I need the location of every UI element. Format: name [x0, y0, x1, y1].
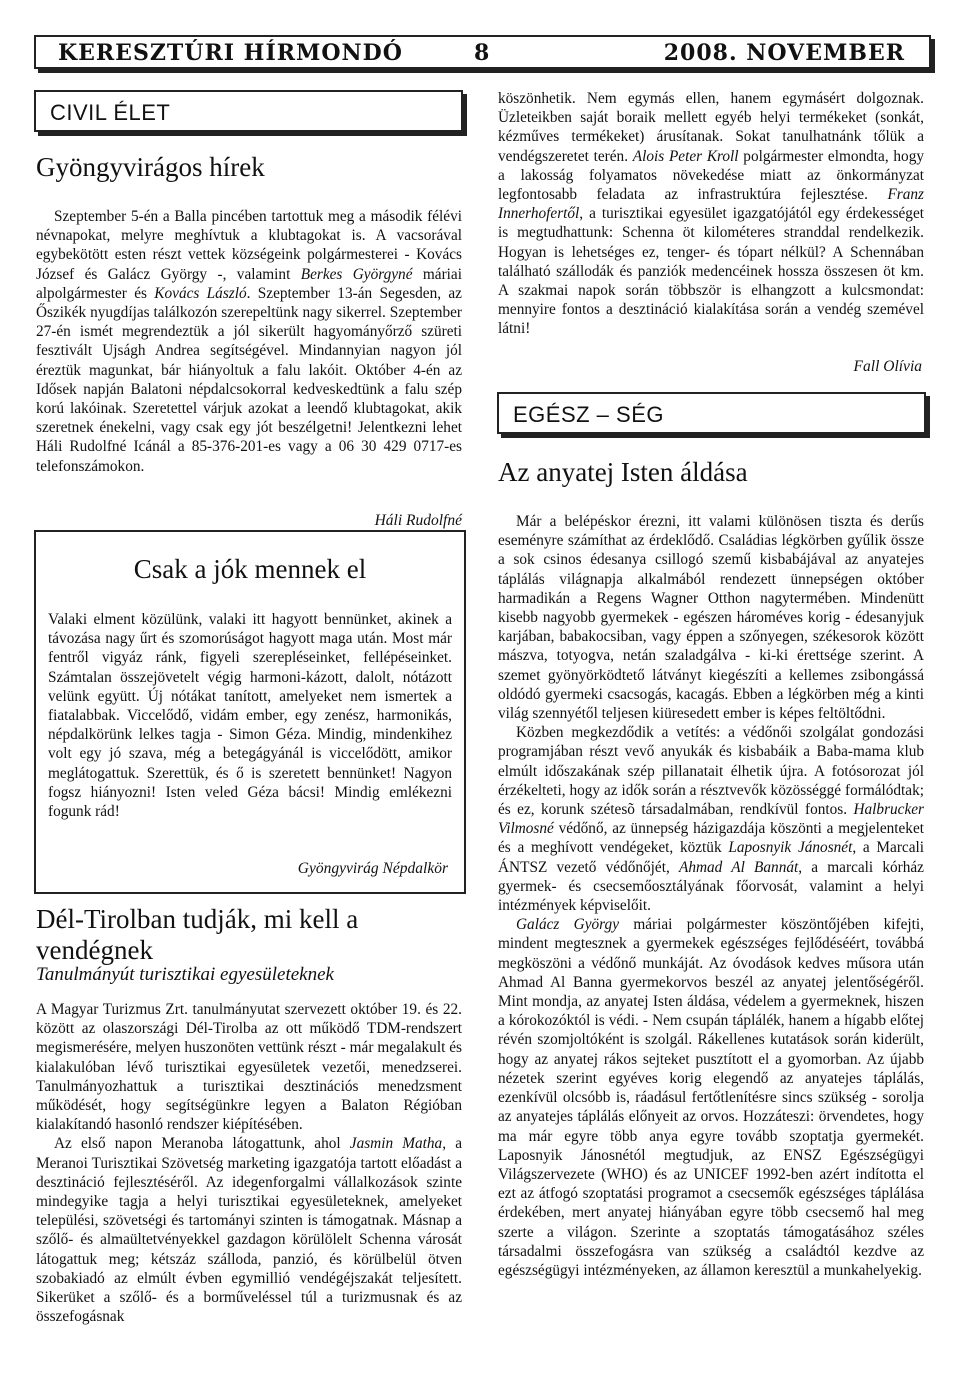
article-continuation-del-tirol: köszönhetik. Nem egymás ellen, hanem egymásért dolgoznak. Üzleteikben saját boraik mellett egyéb helyi termékeket (sonkát, kézműves termékeket) árusítanak. Sokat tanulhatnánk tőlük a vendégszeretet terén. Alois Peter Kroll polgármester elmondta, hogy a lakosság folyamatos növekedése miatt az önkormányzat legfontosabb feladata az infrastruktúra fejlesztése. Franz Innerhofertől, a turisztikai egyesület igazgatójától egy érdekességet is megtudhattunk: Schenna öt kilométeres stranddal rendelkezik. Hogyan is lehetséges ez, tenger- és tópart nélkül? A Schennában található szállodák és panziók medencéinek hossza összesen öt km. A szakmai napok során többször is elhangzott a kulcsmondat: mennyire fontos a desztináció kialakítása során a vendég szemével látni! — [498, 90, 924, 338]
section-header-egeszseg — [497, 392, 926, 434]
byline-hali: Háli Rudolfné — [374, 512, 462, 529]
article-title-gyongyviragos: Gyöngyvirágos hírek — [36, 152, 265, 182]
article-subtitle-del-tirol: Tanulmányút turisztikai egyesületeknek — [36, 964, 334, 985]
obituary-title: Csak a jók mennek el — [133, 554, 367, 584]
section-label: CIVIL ÉLET — [50, 100, 171, 125]
obituary-box — [34, 530, 466, 894]
section-header-civil — [34, 90, 463, 132]
newspaper-title: KERESZTÚRI HÍRMONDÓ — [58, 40, 403, 66]
issue-date: 2008. NOVEMBER — [663, 40, 905, 66]
byline-fall: Fall Olívia — [853, 358, 922, 375]
byline-gyongyvirag: Gyöngyvirág Népdalkör — [297, 860, 448, 877]
section-label: EGÉSZ – SÉG — [513, 402, 664, 427]
article-body-gyongyviragos: Szeptember 5-én a Balla pincében tartottuk meg a második félévi névnapokat, melyre meghívtuk a klubtagokat is. A vacsorával egybekötött esten részt vettek községeink polgármesterei - Kovács József és Galácz György -, valamint Berkes Györgyné máriai alpolgármester és Kovács László. Szeptember 13-án Segesden, az Őszikék nyugdíjas találkozón szerepeltünk nagy sikerrel. Szeptember 27-én ismét megrendeztük a jól sikerült hagyományőrző szüreti fesztivált Ujságh Andrea segítségével. Mindannyian nagyon jól éreztük magunkat, bár hiányoltuk a falu lakóit. Október 4-én az Idősek napján Balatoni népdalcsokorral kedveskedtünk a falu szép korú lakóinak. Szeretettel várjuk azokat a leendő klubtagokat, akik szeretnek énekelni, vagy csak egy jót beszélgetni! Jelentkezni lehet Háli Rudolfné Icánál a 85-376-201-es vagy a 06 30 429 0717-es telefonszámokon. — [36, 208, 462, 475]
masthead — [34, 35, 931, 69]
article-title-del-tirol: Dél-Tirolban tudják, mi kell a vendégnek — [36, 904, 359, 965]
article-title-anyatej: Az anyatej Isten áldása — [498, 457, 748, 487]
page-number: 8 — [474, 40, 491, 66]
article-body-del-tirol: A Magyar Turizmus Zrt. tanulmányutat szervezett október 19. és 22. között az olaszországi Dél-Tirolba az ott működő TDM-rendszert megismerésére, melyen huszonöten vettünk részt - már megalakult és kialakulóban lévő turisztikai egyesületek vezetői, menedzserei. Tanulmányozhattuk a turisztikai desztinációs menedzsment működését, hogy segítségünkre legyen a Balaton Régióban kialakítandó hasonló rendszer kiépítésében. Az első napon Meranoba látogattunk, ahol Jasmin Matha, a Meranoi Turisztikai Szövetség marketing igazgatója tartott előadást a desztináció fejlesztéséről. Az idegenforgalmi vállalkozások szinte mindegyike tagja a helyi turisztikai egyesületeknek, amelyeket települési, szövetségi és tartományi szinten is támogatnak. Másnap a szőlő- és almaültetvényekkel gazdagon körülölelt Schenna városát látogattuk meg; kétszáz szálloda, panzió, és körülbelül ötven szobakiadó az elmúlt évben egymillió vendégéjszakát teljesített. Sikerüket a szőlő- és a borműveléssel túl a turizmusnak és az összefogásnak — [36, 1001, 462, 1326]
obituary-text: Valaki elment közülünk, valaki itt hagyott bennünket, akinek a távozása nagy űrt és szomorúságot hagyott maga után. Most már fentről vigyáz ránk, figyeli szerepléseinket, fellépéseinket. Számtalan összejövetelt végig harmoni-kázott, dalolt, nótázott velünk együtt. Új nótákat tanított, amelyeket nem ismertek a fiatalabbak. Viccelődő, vidám ember, egy zenész, harmonikás, népdalkörünk lelkes tagja - Simon Géza. Mindig, mindenkihez volt egy jó szava, még a betegágyánál is viccelődött, amikor meglátogattuk. Szerettük, és ő is szeretett bennünket! Nagyon fogsz hiányozni! Isten veled Géza bácsi! Mindig emlékezni fogunk rád! — [48, 611, 452, 821]
article-body-anyatej: Már a belépéskor érezni, itt valami különösen tiszta és derűs eseményre számíthat az érdeklődő. Családias légkörben gyűlik össze a sok csinos édesanya csillogó szemű kisbabájával az anyatejes táplálás világnapja alkalmából rendezett ünnepségen október harmadikán a Regens Wagner Otthon nagytermében. Mindenütt kisebb nagyobb gyermekek - egészen hároméves korig - édesanyjuk karjában, babakocsiban, vagy éppen a szőnyegen, székesorok között mászva, totyogva, netán szaladgálva - ki-ki érettsége szerint. A szemet gyönyörködtető látványt kiegészíti a kellemes zsibongássá oldódó gyermeki csacsogás, kacagás. Ebben a légkörben még a kinti világ szennyétől teljesen kiüresedett ember is képes feltöltődni. Közben megkezdődik a vetítés: a védőnői szolgálat gondozási programjában részt vevő anyukák és kisbabáik a Baba-mama klub elmúlt időszakának szép pillanatait élhetik újra. A fotósorozat jól érzékelteti, hogy az idők során a résztvevők közösséggé formálódtak; és ez, korunk szétesõ társadalmában, rendkívül fontos. Halbrucker Vilmosné védőnő, az ünnepség házigazdája köszönti a megjelenteket és a meghívott vendégeket, köztük Laposnyik Jánosnét, a Marcali ÁNTSZ vezető védőnőjét, Ahmad Al Bannát, a marcali kórház gyermek- és csecsemőosztályának főorvosát, valamint a helyi intézmények képviselőit. Galácz György máriai polgármester köszöntőjében kifejti, mindent megtesznek a gyermekek egészséges fejlődéséért, továbbá megköszöni a védőnő munkáját. Az óvodások kedves műsora után Ahmad Al Banna gyermekorvos beszél az anyatej jelentőségéről. Mint mondja, az anyatej Isten áldása, védelem a gyermeknek, hiszen a kórokozóktól is védi. - Nem csupán táplálék, hanem a hígabb előtej révén szomjoltóként is szolgál. Rákellenes kutatások során kiderült, hogy az anyatej rákos sejteket pusztított el a gyomorban. Az újabb nézetek szerint egyéves korig elegendő az anyatejes táplálás, ezenkívül olcsóbb is, ráadásul fertőtlenítésre sincs szükség - sorolja az anyatejes táplálás előnyeit az orvos. Hozzáteszi: örvendetes, hogy ma már egyre több anya egyre tovább szoptatja gyermekét. Laposnyik Jánosnétól megtudjuk, az ENSZ Egészségügyi Világszervezete (WHO) és az UNICEF 1992-ben azért indította el ezt az átfogó szoptatási programot a csecsemők egészséges táplálása érdekében, mert anyatej hiányában egyre több csecsemő hal meg szerte a világon. Szerinte a szoptatás támogatásához széles társadalmi összefogásra van szükség a családtól kezdve az egészségügyi intézményeken, az államon keresztül a munkahelyekig. — [498, 513, 924, 1279]
